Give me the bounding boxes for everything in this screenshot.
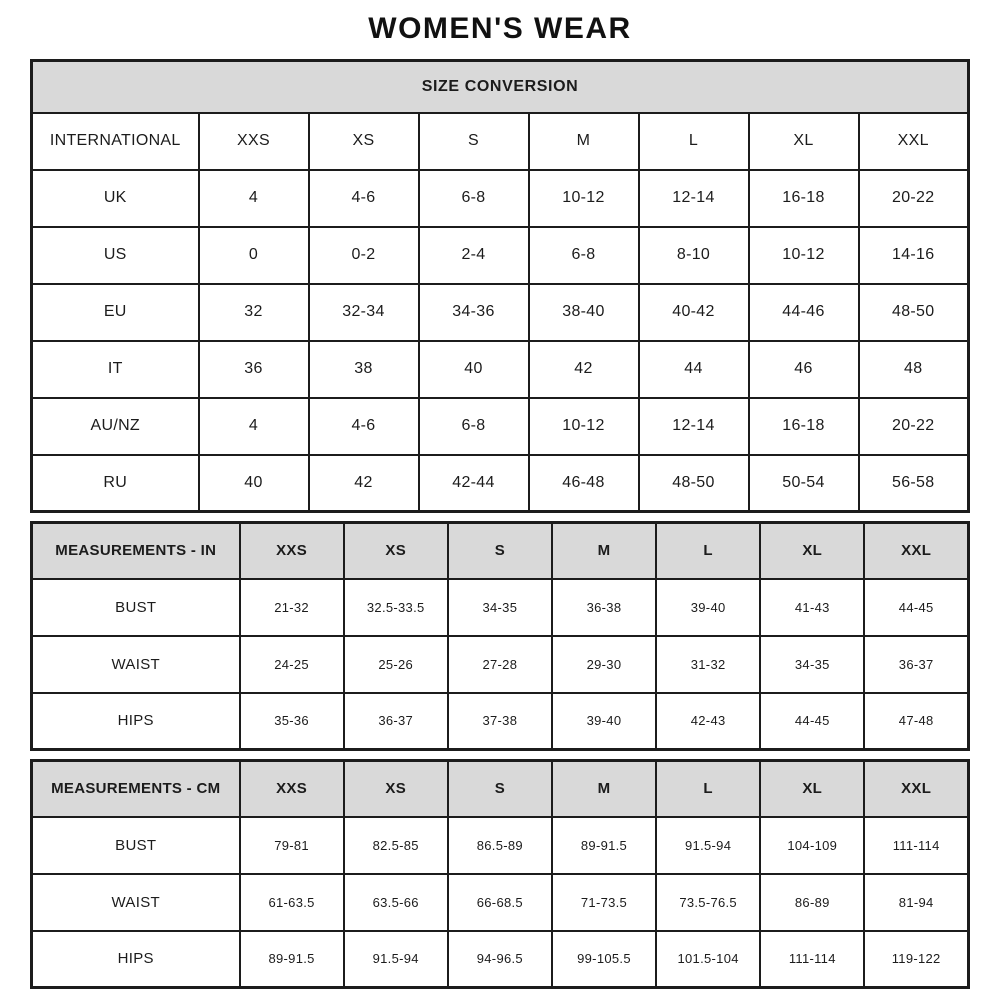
table-cell: 21-32 bbox=[240, 579, 344, 636]
table-row bbox=[32, 931, 969, 988]
table-cell: 41-43 bbox=[760, 579, 864, 636]
table-row bbox=[32, 874, 969, 931]
table-cell: 0 bbox=[199, 227, 309, 284]
table-cell: 119-122 bbox=[864, 931, 968, 988]
size-column-header: XS bbox=[344, 523, 448, 579]
table-cell: 56-58 bbox=[859, 455, 969, 512]
table-cell: 66-68.5 bbox=[448, 874, 552, 931]
table-cell: 40 bbox=[199, 455, 309, 512]
size-conversion-banner-row bbox=[32, 61, 969, 113]
size-column-header: S bbox=[448, 761, 552, 817]
table-cell: 6-8 bbox=[419, 170, 529, 227]
table-cell: 94-96.5 bbox=[448, 931, 552, 988]
table-cell: 36-37 bbox=[864, 636, 968, 693]
size-column-header: L bbox=[656, 523, 760, 579]
size-conversion-table bbox=[30, 59, 970, 513]
table-cell: 32.5-33.5 bbox=[344, 579, 448, 636]
table-cell: 48 bbox=[859, 341, 969, 398]
table-cell: 104-109 bbox=[760, 817, 864, 874]
row-label: EU bbox=[32, 284, 199, 341]
size-column-header: XXS bbox=[240, 523, 344, 579]
size-column-header: L bbox=[639, 113, 749, 170]
table-cell: 89-91.5 bbox=[240, 931, 344, 988]
table-cell: 4-6 bbox=[309, 398, 419, 455]
size-column-header: XXL bbox=[859, 113, 969, 170]
size-conversion-banner: SIZE CONVERSION bbox=[32, 61, 969, 113]
table-cell: 40-42 bbox=[639, 284, 749, 341]
table-cell: 44-45 bbox=[864, 579, 968, 636]
table-cell: 86.5-89 bbox=[448, 817, 552, 874]
table-cell: 82.5-85 bbox=[344, 817, 448, 874]
table-cell: 38 bbox=[309, 341, 419, 398]
row-label-column-header: INTERNATIONAL bbox=[32, 113, 199, 170]
table-row bbox=[32, 227, 969, 284]
table-row bbox=[32, 579, 969, 636]
table-cell: 6-8 bbox=[419, 398, 529, 455]
table-cell: 46-48 bbox=[529, 455, 639, 512]
table-cell: 71-73.5 bbox=[552, 874, 656, 931]
row-label: AU/NZ bbox=[32, 398, 199, 455]
table-cell: 6-8 bbox=[529, 227, 639, 284]
table-cell: 0-2 bbox=[309, 227, 419, 284]
table-cell: 89-91.5 bbox=[552, 817, 656, 874]
table-cell: 32 bbox=[199, 284, 309, 341]
row-label-column-header: MEASUREMENTS - IN bbox=[32, 523, 240, 579]
size-column-header: XL bbox=[760, 761, 864, 817]
table-cell: 50-54 bbox=[749, 455, 859, 512]
table-cell: 24-25 bbox=[240, 636, 344, 693]
size-column-header: S bbox=[448, 523, 552, 579]
row-label-column-header: MEASUREMENTS - CM bbox=[32, 761, 240, 817]
table-cell: 16-18 bbox=[749, 398, 859, 455]
table-cell: 38-40 bbox=[529, 284, 639, 341]
table-cell: 81-94 bbox=[864, 874, 968, 931]
table-cell: 44-45 bbox=[760, 693, 864, 750]
row-label: IT bbox=[32, 341, 199, 398]
table-cell: 2-4 bbox=[419, 227, 529, 284]
row-label: UK bbox=[32, 170, 199, 227]
table-cell: 35-36 bbox=[240, 693, 344, 750]
row-label: US bbox=[32, 227, 199, 284]
table-row bbox=[32, 693, 969, 750]
table-cell: 111-114 bbox=[760, 931, 864, 988]
table-row bbox=[32, 636, 969, 693]
table-cell: 31-32 bbox=[656, 636, 760, 693]
row-label: BUST bbox=[32, 579, 240, 636]
table-cell: 47-48 bbox=[864, 693, 968, 750]
size-column-header: XS bbox=[344, 761, 448, 817]
table-cell: 34-35 bbox=[448, 579, 552, 636]
table-cell: 91.5-94 bbox=[344, 931, 448, 988]
table-cell: 39-40 bbox=[656, 579, 760, 636]
size-column-header: L bbox=[656, 761, 760, 817]
table-cell: 73.5-76.5 bbox=[656, 874, 760, 931]
size-column-header: XS bbox=[309, 113, 419, 170]
table-cell: 4-6 bbox=[309, 170, 419, 227]
size-column-header: M bbox=[552, 761, 656, 817]
size-column-header: XXS bbox=[240, 761, 344, 817]
measurements-cm-table bbox=[30, 759, 970, 989]
table-cell: 25-26 bbox=[344, 636, 448, 693]
table-cell: 86-89 bbox=[760, 874, 864, 931]
table-cell: 20-22 bbox=[859, 170, 969, 227]
table-cell: 37-38 bbox=[448, 693, 552, 750]
size-column-header: XL bbox=[749, 113, 859, 170]
column-header-row bbox=[32, 761, 969, 817]
table-cell: 48-50 bbox=[639, 455, 749, 512]
table-cell: 36-38 bbox=[552, 579, 656, 636]
table-row bbox=[32, 455, 969, 512]
measurements-in-table bbox=[30, 521, 970, 751]
size-column-header: XL bbox=[760, 523, 864, 579]
table-cell: 101.5-104 bbox=[656, 931, 760, 988]
size-column-header: XXS bbox=[199, 113, 309, 170]
table-row bbox=[32, 817, 969, 874]
table-cell: 42-43 bbox=[656, 693, 760, 750]
table-cell: 12-14 bbox=[639, 170, 749, 227]
table-cell: 44 bbox=[639, 341, 749, 398]
table-cell: 46 bbox=[749, 341, 859, 398]
table-cell: 99-105.5 bbox=[552, 931, 656, 988]
table-cell: 29-30 bbox=[552, 636, 656, 693]
page-title: WOMEN'S WEAR bbox=[368, 12, 632, 45]
size-column-header: XXL bbox=[864, 523, 968, 579]
size-column-header: M bbox=[552, 523, 656, 579]
table-cell: 42-44 bbox=[419, 455, 529, 512]
table-cell: 44-46 bbox=[749, 284, 859, 341]
table-cell: 16-18 bbox=[749, 170, 859, 227]
row-label: WAIST bbox=[32, 874, 240, 931]
table-cell: 4 bbox=[199, 170, 309, 227]
table-cell: 36 bbox=[199, 341, 309, 398]
table-cell: 10-12 bbox=[529, 170, 639, 227]
table-cell: 111-114 bbox=[864, 817, 968, 874]
table-cell: 8-10 bbox=[639, 227, 749, 284]
table-cell: 42 bbox=[309, 455, 419, 512]
table-cell: 79-81 bbox=[240, 817, 344, 874]
row-label: HIPS bbox=[32, 931, 240, 988]
table-cell: 10-12 bbox=[749, 227, 859, 284]
table-cell: 40 bbox=[419, 341, 529, 398]
table-cell: 42 bbox=[529, 341, 639, 398]
table-cell: 34-36 bbox=[419, 284, 529, 341]
table-cell: 63.5-66 bbox=[344, 874, 448, 931]
row-label: WAIST bbox=[32, 636, 240, 693]
table-cell: 48-50 bbox=[859, 284, 969, 341]
table-cell: 61-63.5 bbox=[240, 874, 344, 931]
table-cell: 14-16 bbox=[859, 227, 969, 284]
table-cell: 32-34 bbox=[309, 284, 419, 341]
table-row bbox=[32, 170, 969, 227]
table-cell: 39-40 bbox=[552, 693, 656, 750]
table-cell: 36-37 bbox=[344, 693, 448, 750]
table-cell: 34-35 bbox=[760, 636, 864, 693]
row-label: RU bbox=[32, 455, 199, 512]
column-header-row bbox=[32, 113, 969, 170]
row-label: BUST bbox=[32, 817, 240, 874]
size-column-header: M bbox=[529, 113, 639, 170]
table-cell: 12-14 bbox=[639, 398, 749, 455]
table-row bbox=[32, 341, 969, 398]
row-label: HIPS bbox=[32, 693, 240, 750]
table-row bbox=[32, 284, 969, 341]
column-header-row bbox=[32, 523, 969, 579]
table-cell: 4 bbox=[199, 398, 309, 455]
table-cell: 91.5-94 bbox=[656, 817, 760, 874]
size-column-header: XXL bbox=[864, 761, 968, 817]
size-column-header: S bbox=[419, 113, 529, 170]
table-cell: 10-12 bbox=[529, 398, 639, 455]
table-cell: 20-22 bbox=[859, 398, 969, 455]
table-cell: 27-28 bbox=[448, 636, 552, 693]
table-row bbox=[32, 398, 969, 455]
